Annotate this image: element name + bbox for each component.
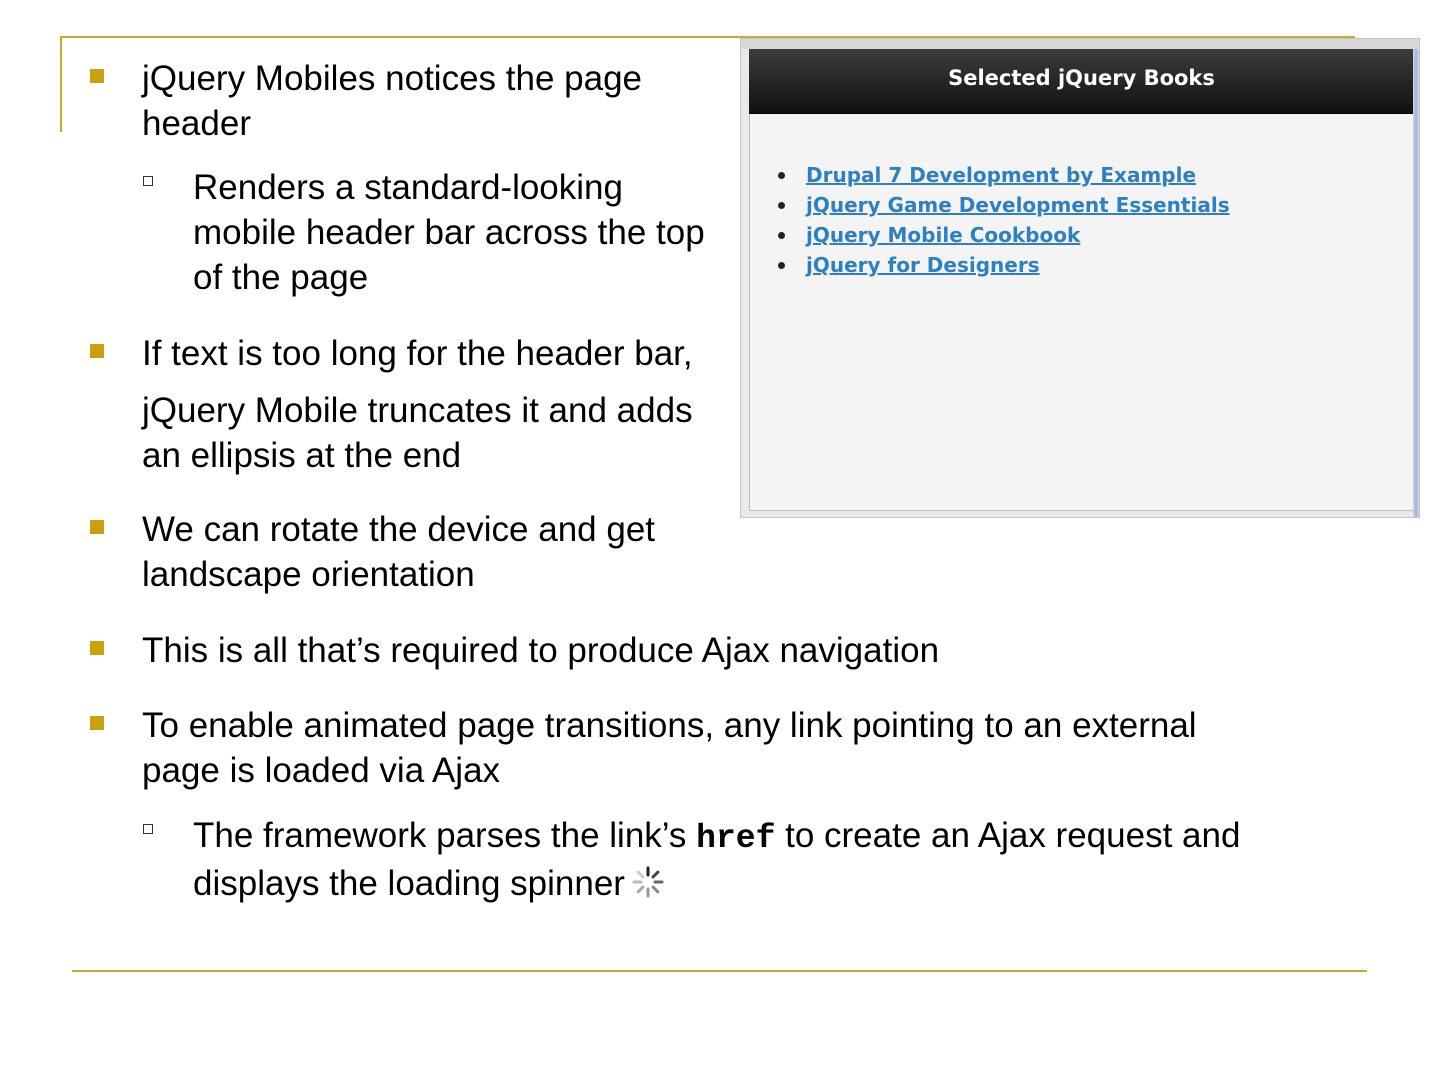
- bullet-text: This is all that’s required to produce Ajax navigation: [142, 631, 940, 670]
- bullet-text: jQuery Mobile truncates it and adds: [142, 391, 693, 430]
- book-link[interactable]: Drupal 7 Development by Example: [806, 160, 1230, 190]
- bullet-square-icon: [90, 641, 104, 655]
- hollow-square-icon: [143, 824, 153, 834]
- sub-bullet-text: Renders a standard-looking: [193, 168, 623, 207]
- sub-bullet-text: to create an Ajax request and: [775, 816, 1241, 855]
- book-link[interactable]: jQuery Game Development Essentials: [806, 190, 1230, 220]
- book-link[interactable]: jQuery Mobile Cookbook: [806, 220, 1230, 250]
- bullet-square-icon: [90, 520, 104, 534]
- mobile-header-bar: [749, 49, 1414, 114]
- sub-bullet-text: of the page: [193, 258, 369, 297]
- book-link[interactable]: jQuery for Designers: [806, 250, 1230, 280]
- sub-bullet-text: displays the loading spinner: [193, 864, 625, 903]
- bullet-text: header: [142, 104, 251, 143]
- code-href: href: [696, 820, 776, 857]
- bullet-text: page is loaded via Ajax: [142, 751, 501, 790]
- slide-frame-left: [60, 36, 62, 132]
- bullet-square-icon: [90, 69, 104, 83]
- jquery-mobile-screenshot: [740, 38, 1420, 518]
- sub-bullet-text: mobile header bar across the top: [193, 213, 705, 252]
- sub-bullet-text: The framework parses the link’s: [193, 816, 697, 855]
- bullet-square-icon: [90, 716, 104, 730]
- mobile-header-title: Selected jQuery Books: [948, 66, 1215, 90]
- hollow-square-icon: [143, 176, 153, 186]
- book-link-list: [806, 160, 1230, 280]
- screenshot-top-strip: [741, 39, 1419, 49]
- bullet-text: If text is too long for the header bar,: [142, 334, 693, 373]
- bullet-text: We can rotate the device and get: [142, 510, 656, 549]
- sub-bullet-text-line: [193, 861, 1240, 906]
- loading-spinner-icon: [631, 865, 665, 899]
- bullet-square-icon: [90, 344, 104, 358]
- mobile-page-content: [749, 114, 1416, 511]
- bullet-text: To enable animated page transitions, any link pointing to an external: [142, 706, 1197, 745]
- bullet-text: jQuery Mobiles notices the page: [142, 59, 642, 98]
- bullet-text: an ellipsis at the end: [142, 436, 462, 475]
- slide-bottom-rule: [72, 970, 1367, 972]
- sub-bullet-text-line: [193, 813, 1240, 861]
- bullet-text: landscape orientation: [142, 555, 475, 594]
- screenshot-window-edge: [1413, 49, 1419, 518]
